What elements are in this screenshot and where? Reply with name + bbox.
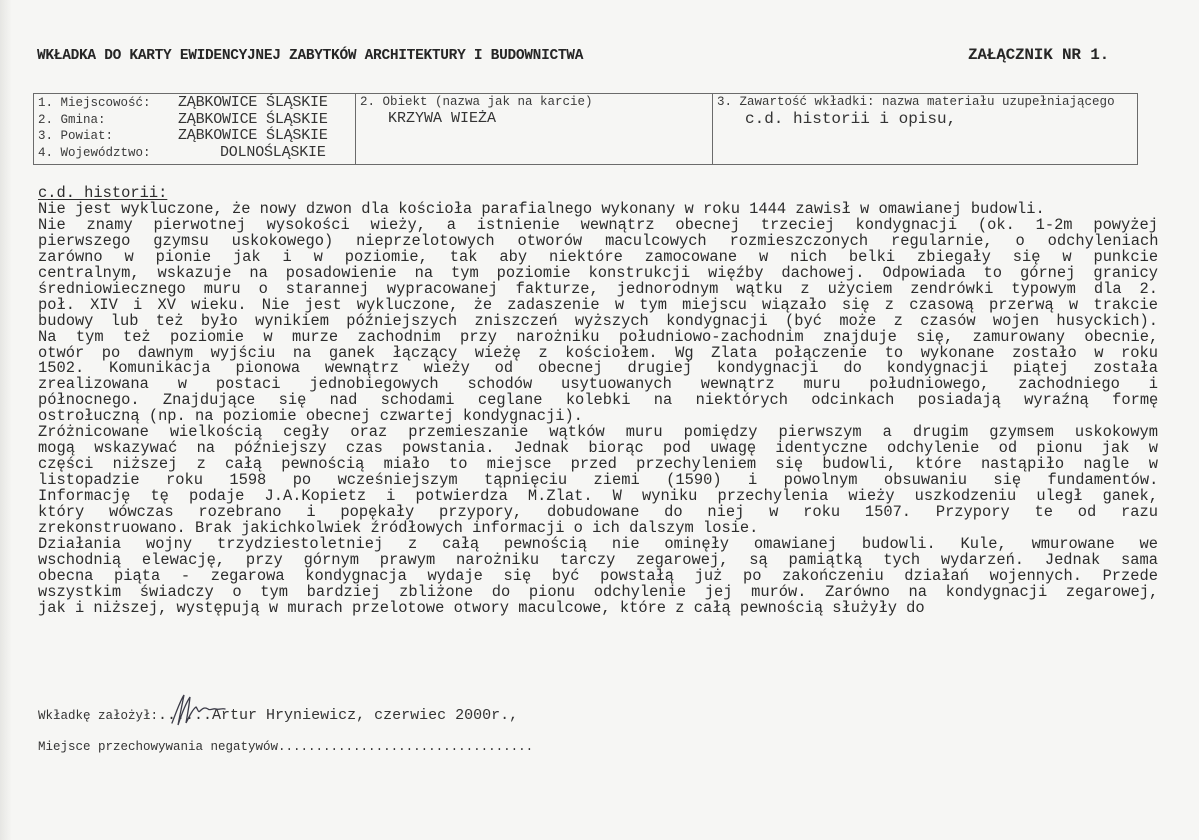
object-name: KRZYWA WIEŻA bbox=[388, 110, 497, 127]
text-line: który wówczas rozebrano i popękały przypory, dobudowane do niej w roku 1507. Przypory te od razu bbox=[38, 503, 1158, 522]
text-line: poł. XIV i XV wieku. Nie jest wykluczone, że zadaszenie w tym miejscu wiązało się z czasową przerwą w trakcie bbox=[38, 295, 1158, 314]
object-caption: 2. Obiekt (nazwa jak na karcie) bbox=[360, 95, 593, 109]
text-line: 1502. Komunikacja pionowa wewnątrz wieży od obecnej drugiej kondygnacji do kondygnacji piątej została bbox=[38, 359, 1158, 378]
field-label: 3. Powiat: bbox=[38, 129, 114, 143]
text-line: zrekonstruowano. Brak jakichkolwiek źródłowych informacji o ich dalszym losie. bbox=[38, 519, 759, 538]
location-row-voivodeship bbox=[38, 145, 355, 162]
signature-icon bbox=[168, 693, 228, 727]
contents-value: c.d. historii i opisu, bbox=[745, 110, 957, 128]
text-line: Informację tę podaje J.A.Kopietz i potwierdza M.Zlat. W wyniku przechylenia wieży uszkodzeniu uległ ganek, bbox=[38, 487, 1159, 506]
location-row-county bbox=[38, 128, 355, 145]
field-label: 4. Województwo: bbox=[38, 145, 151, 160]
text-line: mogą wskazywać na późniejszy czas powstania. Jednak biorąc pod uwagę identyczne odchylenie od pionu jak w bbox=[38, 439, 1158, 458]
history-heading: c.d. historii: bbox=[38, 184, 168, 202]
text-line: pierwszego gzymsu uskokowego) nieprzelotowych otworów maculcowych rozmieszczonych regularnie, o odchyleniach bbox=[38, 231, 1159, 250]
document-title: WKŁADKA DO KARTY EWIDENCYJNEJ ZABYTKÓW ARCHITEKTURY I BUDOWNICTWA bbox=[37, 48, 584, 64]
text-line: Działania wojny trzydziestoletniej z całą pewnością nie ominęły omawianej budowli. Kule, wmurowane we bbox=[38, 534, 1158, 553]
field-value: ZĄBKOWICE ŚLĄSKIE bbox=[178, 110, 328, 128]
contents-cell bbox=[713, 94, 1137, 164]
text-line: części niższej z całą pewnością miało to miejsce przed przechyleniem się budowli, które nastąpiło nagle w bbox=[38, 455, 1158, 474]
field-label: 2. Gmina: bbox=[38, 112, 106, 127]
text-line: Nie jest wykluczone, że nowy dzwon dla kościoła parafialnego wykonany w roku 1444 zawisł w omawianej budowli. bbox=[38, 199, 1045, 218]
text-line: północnego. Znajdujące się nad schodami ceglane kolebki na niektórych odcinkach posiadają wyraźną formę bbox=[38, 391, 1159, 410]
object-cell bbox=[356, 94, 713, 164]
history-section bbox=[38, 186, 1158, 617]
history-paragraph bbox=[38, 215, 1159, 426]
text-line: centralnym, wskazuje na posadowienie na tym poziomie konstrukcji więźby dachowej. Odpowiada to górnej granicy bbox=[38, 263, 1158, 282]
text-line: wschodnią elewację, przy górnym prawym narożniku tarczy zegarowej, są pamiątką tych wydarzeń. Jednak sama bbox=[38, 550, 1158, 569]
contents-caption: 3. Zawartość wkładki: nazwa materiału uzupełniającego bbox=[717, 95, 1115, 109]
text-line: zarówno w pionie jak i w poziomie, tak aby niektóre zamocowane w nich belki zbiegały się w punkcie bbox=[38, 247, 1159, 266]
scan-edge-shadow bbox=[0, 0, 12, 840]
history-paragraph bbox=[38, 425, 1158, 537]
author-line bbox=[38, 707, 518, 724]
annex-number: ZAŁĄCZNIK NR 1. bbox=[968, 46, 1110, 64]
text-line: jak i niższej, występują w murach przelotowe otwory maculcowe, które z całą pewnością służyły do bbox=[38, 598, 925, 617]
location-cell bbox=[34, 94, 356, 164]
location-row-town bbox=[38, 95, 355, 112]
location-row-commune bbox=[38, 112, 355, 129]
text-line: Zróżnicowane wielkością cegły oraz przemieszanie wątków muru pomiędzy pierwszym a drugim gzymsem uskokowym bbox=[38, 423, 1159, 442]
author-value: Artur Hryniewicz, czerwiec 2000r., bbox=[212, 707, 519, 724]
text-line: ostrołuczną (np. na poziomie obecnej czwartej kondygnacji). bbox=[38, 407, 583, 426]
history-paragraph bbox=[38, 534, 1159, 617]
negatives-label: Miejsce przechowywania negatywów bbox=[38, 740, 279, 754]
negatives-line bbox=[38, 740, 533, 754]
text-line: otwór po dawnym wyjściu na ganek łączący wieżę z kościołem. Wg Zlata połączenie to wykonane zostało w roku bbox=[38, 343, 1159, 362]
text-line: obecna piąta - zegarowa kondygnacja wydaje się być powstałą już po zakończeniu działań wojennych. Przede bbox=[38, 566, 1158, 585]
text-line: Nie znamy pierwotnej wysokości wieży, a istnienie wewnątrz obecnej trzeciej kondygnacji (ok. 1-2m powyżej bbox=[38, 215, 1158, 234]
field-value: ZĄBKOWICE ŚLĄSKIE bbox=[178, 127, 328, 144]
text-line: budowy lub też było wynikiem późniejszych zniszczeń wyższych kondygnacji (być może z czasów wojen husyckich). bbox=[38, 311, 1158, 330]
history-body bbox=[38, 199, 1159, 617]
negatives-dots: .................................. bbox=[278, 740, 534, 754]
text-line: Na tym też poziomie w murze zachodnim przy narożniku południowo-zachodnim znajduje się, zamurowany obecnie, bbox=[38, 327, 1159, 346]
text-line: zrealizowana w postaci jednobiegowych schodów usytuowanych wewnątrz muru południowego, zachodniego i bbox=[38, 375, 1158, 394]
author-dots: ...... bbox=[158, 707, 213, 724]
field-label: 1. Miejscowość: bbox=[38, 96, 151, 110]
text-line: listopadzie roku 1598 po wcześniejszym tąpnięciu ziemi (1590) i powolnym obsuwaniu się fundamentów. bbox=[38, 471, 1159, 490]
author-label: Wkładkę założył: bbox=[38, 709, 159, 723]
field-value: DOLNOŚLĄSKIE bbox=[220, 143, 326, 161]
field-value: ZĄBKOWICE ŚLĄSKIE bbox=[178, 94, 328, 111]
text-line: średniowiecznego muru o starannej wypracowanej fakturze, jednorodnym wątku z użyciem zendrówki typowym dla 2. bbox=[38, 279, 1158, 298]
text-line: wszystkim świadczy o tym bardziej zbliżone do pionu odchylenie jej murów. Zarówno na kondygnacji zegarowej, bbox=[38, 582, 1159, 601]
info-table bbox=[33, 93, 1138, 165]
